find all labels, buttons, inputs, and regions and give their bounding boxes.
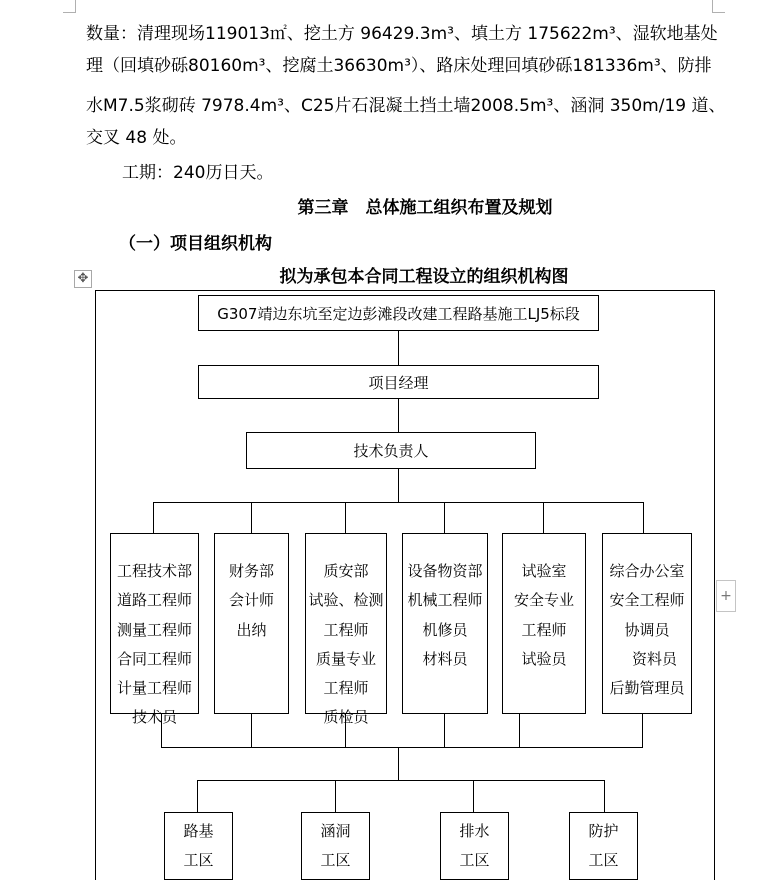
department-office-line: 综合办公室	[609, 562, 685, 580]
work-area-drainage	[440, 812, 509, 880]
section-heading: （一）项目组织机构	[119, 234, 272, 254]
department-finance	[214, 533, 289, 714]
department-quality-line: 质量专业	[315, 649, 376, 668]
department-equipment-line: 机械工程师	[407, 591, 483, 610]
department-engineering-line: 道路工程师	[116, 591, 192, 610]
department-finance-line: 出纳	[236, 620, 267, 639]
work-area-line: 防护	[588, 822, 619, 840]
move-handle-icon[interactable]: ✥	[74, 270, 92, 288]
department-office-line: 资料员	[616, 649, 677, 668]
department-quality-line: 工程师	[323, 620, 369, 639]
department-laboratory-line: 试验员	[521, 649, 567, 668]
work-area-line: 工区	[183, 851, 214, 869]
quantity-paragraph-line-3: 水M7.5浆砌砖 7978.4m³、C25片石混凝土挡土墙2008.5m³、涵洞 350m/19 道、	[86, 96, 726, 116]
department-quality-line: 工程师	[323, 679, 369, 698]
work-area-line: 工区	[320, 851, 351, 869]
department-equipment-line: 材料员	[422, 649, 468, 668]
department-engineering-line: 计量工程师	[116, 679, 192, 698]
project-manager-box: 项目经理	[198, 365, 599, 399]
department-finance-line: 财务部	[228, 562, 274, 580]
technical-lead-box: 技术负责人	[246, 432, 536, 469]
department-office-line: 协调员	[624, 620, 670, 639]
work-area-line: 路基	[183, 822, 214, 840]
department-office-line: 安全工程师	[609, 591, 685, 610]
work-area-line: 排水	[459, 822, 490, 840]
department-quality-line: 试验、检测	[308, 591, 384, 610]
department-engineering-line: 技术员	[131, 708, 177, 727]
work-area-protection	[569, 812, 638, 880]
department-engineering-line: 测量工程师	[116, 620, 192, 639]
department-equipment-line: 设备物资部	[407, 562, 483, 580]
work-area-culvert	[301, 812, 370, 880]
work-area-subgrade	[164, 812, 233, 880]
org-chart-title: 拟为承包本合同工程设立的组织机构图	[279, 267, 569, 287]
work-area-line: 工区	[459, 851, 490, 869]
department-engineering	[110, 533, 199, 727]
chapter-heading: 第三章 总体施工组织布置及规划	[297, 198, 553, 218]
construction-period: 工期：240历日天。	[122, 163, 274, 183]
project-box: G307靖边东坑至定边彭滩段改建工程路基施工LJ5标段	[198, 295, 599, 331]
department-engineering-line: 合同工程师	[116, 649, 192, 668]
plus-icon[interactable]: +	[716, 580, 736, 612]
department-laboratory-line: 安全专业	[513, 591, 574, 610]
department-laboratory	[502, 533, 586, 714]
work-area-line: 涵洞	[320, 822, 351, 840]
quantity-paragraph-line-2: 理（回填砂砾80160m³、挖腐土36630m³）、路床处理回填砂砾181336m³、防排	[86, 56, 712, 76]
department-equipment-line: 机修员	[422, 620, 468, 639]
department-engineering-line: 工程技术部	[116, 562, 192, 580]
department-equipment-materials	[402, 533, 488, 714]
department-quality-line: 质安部	[323, 562, 369, 580]
quantity-paragraph-line-1: 数量：清理现场119013㎡、挖土方 96429.3m³、填土方 175622m³、湿软地基处	[86, 24, 718, 44]
department-office-line: 后勤管理员	[609, 679, 685, 698]
department-laboratory-line: 试验室	[521, 562, 567, 580]
department-quality-safety	[305, 533, 387, 727]
department-finance-line: 会计师	[228, 591, 274, 610]
quantity-paragraph-line-4: 交叉 48 处。	[86, 128, 187, 148]
department-laboratory-line: 工程师	[521, 620, 567, 639]
department-quality-line: 质检员	[323, 708, 369, 727]
work-area-line: 工区	[588, 851, 619, 869]
department-general-office	[602, 533, 692, 714]
